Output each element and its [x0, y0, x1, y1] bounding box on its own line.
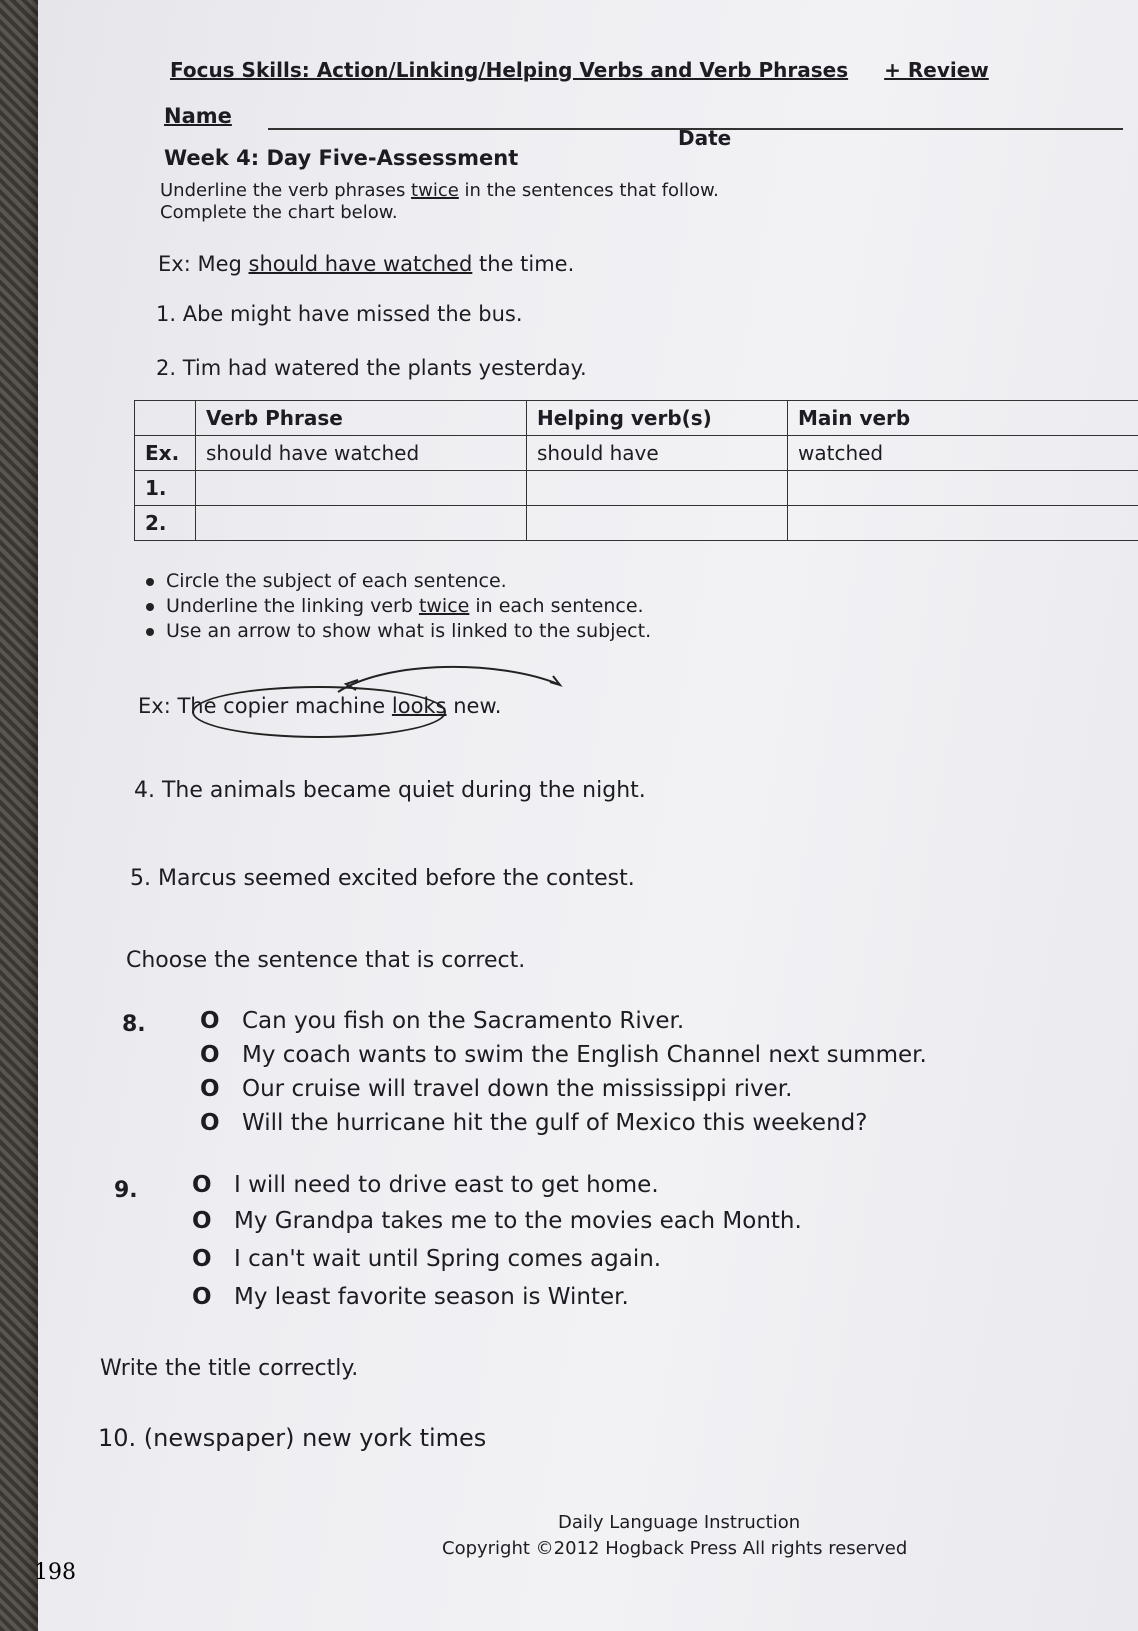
q8-option[interactable]: O My coach wants to swim the English Channel next summer.: [200, 1042, 927, 1068]
question-1: 1. Abe might have missed the bus.: [156, 302, 523, 326]
chart-row-2: [135, 506, 1138, 541]
focus-skills-title: Focus Skills: Action/Linking/Helping Verbs and Verb Phrases + Review: [170, 58, 989, 82]
footer-copyright: Copyright ©2012 Hogback Press All rights reserved: [442, 1538, 908, 1559]
bullet-underline-linking: Underline the linking verb twice in each sentence.: [146, 595, 644, 617]
q9-option[interactable]: O I will need to drive east to get home.: [192, 1172, 659, 1198]
chart-cell: 2.: [135, 506, 196, 541]
q9-option[interactable]: O My Grandpa takes me to the movies each Month.: [192, 1208, 802, 1234]
question-10: 10. (newspaper) new york times: [98, 1424, 487, 1452]
q9-option[interactable]: O My least favorite season is Winter.: [192, 1284, 629, 1310]
date-label: Date: [678, 126, 732, 150]
write-title-instruction: Write the title correctly.: [100, 1356, 359, 1381]
chart-cell[interactable]: [788, 506, 1138, 541]
q8-option[interactable]: O Our cruise will travel down the mississippi river.: [200, 1076, 793, 1102]
page-number: 198: [34, 1560, 76, 1585]
linking-verb-example: Ex: The copier machine looks new.: [138, 694, 502, 718]
question-8-number: 8.: [122, 1012, 146, 1037]
q9-option[interactable]: O I can't wait until Spring comes again.: [192, 1246, 662, 1272]
chart-cell[interactable]: [196, 471, 527, 506]
chart-header-row: [135, 401, 1138, 436]
chart-row-1: [135, 471, 1138, 506]
question-4: 4. The animals became quiet during the night.: [134, 778, 646, 803]
chart-cell: 1.: [135, 471, 196, 506]
chart-header-cell: [135, 401, 196, 436]
chart-cell: watched: [788, 436, 1138, 471]
question-2: 2. Tim had watered the plants yesterday.: [156, 356, 587, 380]
chart-header-main-verb: Main verb: [788, 401, 1138, 436]
bullet-circle-subject: Circle the subject of each sentence.: [146, 570, 507, 592]
verb-chart: [134, 400, 1138, 541]
chart-header-helping-verb: Helping verb(s): [527, 401, 788, 436]
chart-instruction: Complete the chart below.: [160, 202, 398, 223]
name-label: Name: [164, 104, 232, 128]
chart-cell: should have: [527, 436, 788, 471]
chart-header-verb-phrase: Verb Phrase: [196, 401, 527, 436]
chart-cell[interactable]: [788, 471, 1138, 506]
q8-option[interactable]: O Will the hurricane hit the gulf of Mexico this weekend?: [200, 1110, 868, 1136]
verb-phrase-example: Ex: Meg should have watched the time.: [158, 252, 575, 276]
bullet-arrow: Use an arrow to show what is linked to the subject.: [146, 620, 651, 642]
verb-phrase-instruction: Underline the verb phrases twice in the sentences that follow.: [160, 180, 719, 201]
chart-cell: Ex.: [135, 436, 196, 471]
worksheet-page: [38, 0, 1138, 1631]
week-title: Week 4: Day Five-Assessment: [164, 146, 519, 170]
chart-row-example: [135, 436, 1138, 471]
chart-cell[interactable]: [196, 506, 527, 541]
question-5: 5. Marcus seemed excited before the contest.: [130, 866, 635, 891]
question-9-number: 9.: [114, 1178, 138, 1203]
chart-cell[interactable]: [527, 506, 788, 541]
footer-series: Daily Language Instruction: [558, 1512, 801, 1533]
chart-cell: should have watched: [196, 436, 527, 471]
chart-cell[interactable]: [527, 471, 788, 506]
choose-correct-instruction: Choose the sentence that is correct.: [126, 948, 526, 973]
q8-option[interactable]: O Can you fish on the Sacramento River.: [200, 1008, 685, 1034]
